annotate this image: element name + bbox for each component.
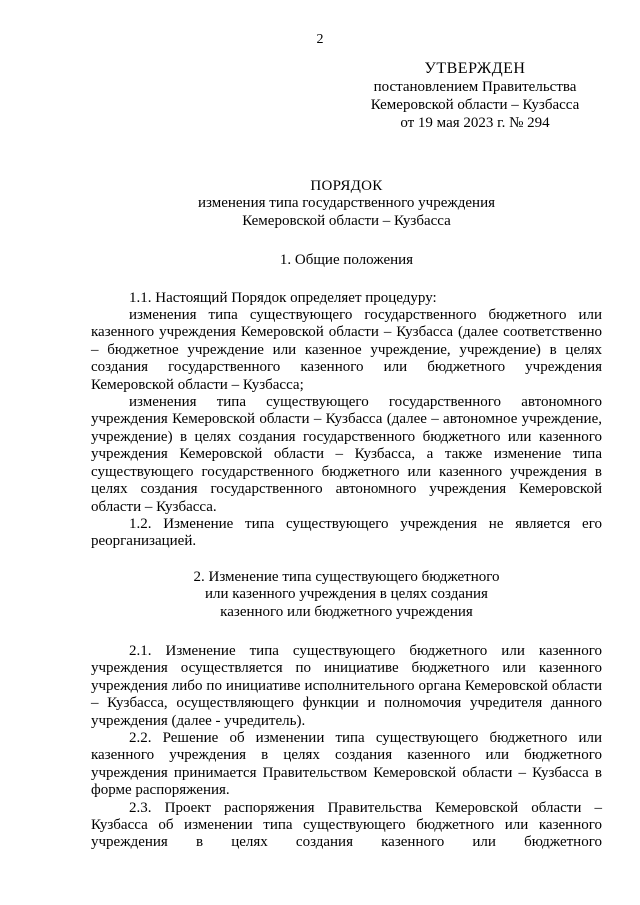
section-2-paragraph-2-1: 2.1. Изменение типа существующего бюджетного или казенного учреждения осуществляется по инициативе бюджетного или казенного учреждения либо по инициативе исполнительного органа Кемеровской области – Кузбасса, осуществляющего функции и полномочия учредителя данного учреждения (далее - учредитель). xyxy=(91,642,602,729)
section-2-heading-line3: казенного или бюджетного учреждения xyxy=(220,603,473,620)
section-2-heading-line1: 2. Изменение типа существующего бюджетного xyxy=(193,568,500,585)
approval-approved-label: УТВЕРЖДЕН xyxy=(424,60,526,77)
approval-stamp-block xyxy=(350,60,600,132)
section-1-paragraph-1-1: 1.1. Настоящий Порядок определяет процедуру: xyxy=(129,289,437,306)
section-2-heading xyxy=(91,569,602,621)
document-subtitle-line1: изменения типа государственного учреждения xyxy=(197,195,495,212)
section-2-heading-line2: или казенного учреждения в целях создания xyxy=(205,586,488,603)
document-title: ПОРЯДОК xyxy=(310,178,383,194)
section-1-paragraph-item-budget: изменения типа существующего государственного бюджетного или казенного учреждения Кемеровской области – Кузбасса (далее соответственно – бюджетное учреждение или казенное учреждение, учреждение) в целях создания государственного казенного или бюджетного учреждения Кемеровской области – Кузбасса; xyxy=(91,307,602,393)
section-1-heading: 1. Общие положения xyxy=(279,252,414,269)
document-subtitle-line2: Кемеровской области – Кузбасса xyxy=(242,212,451,229)
approval-line-region: Кемеровской области – Кузбасса xyxy=(370,97,580,113)
page-number: 2 xyxy=(316,32,324,47)
document-body xyxy=(91,178,602,852)
approval-line-resolution: постановлением Правительства xyxy=(373,79,577,95)
document-title-block xyxy=(91,178,602,230)
section-1-paragraph-1-2: 1.2. Изменение типа существующего учреждения не является его реорганизацией. xyxy=(91,515,602,550)
section-2-paragraph-2-2: 2.2. Решение об изменении типа существующего бюджетного или казенного учреждения в целях создания казенного или бюджетного учреждения принимается Правительством Кемеровской области – Кузбасса в форме распоряжения. xyxy=(91,729,602,799)
section-1-paragraph-item-autonomous: изменения типа существующего государственного автономного учреждения Кемеровской области – Кузбасса (далее – автономное учреждение, учреждение) в целях создания государственного бюджетного или казенного учреждения Кемеровской области – Кузбасса, а также изменение типа существующего государственного бюджетного или казенного учреждения в целях создания государственного автономного учреждения Кемеровской области – Кузбасса. xyxy=(91,394,602,515)
section-2-paragraph-2-3: 2.3. Проект распоряжения Правительства Кемеровской области – Кузбасса об изменении типа существующего бюджетного или казенного учреждения в целях создания казенного или бюджетного xyxy=(91,799,602,851)
approval-line-date: от 19 мая 2023 г. № 294 xyxy=(400,115,550,131)
